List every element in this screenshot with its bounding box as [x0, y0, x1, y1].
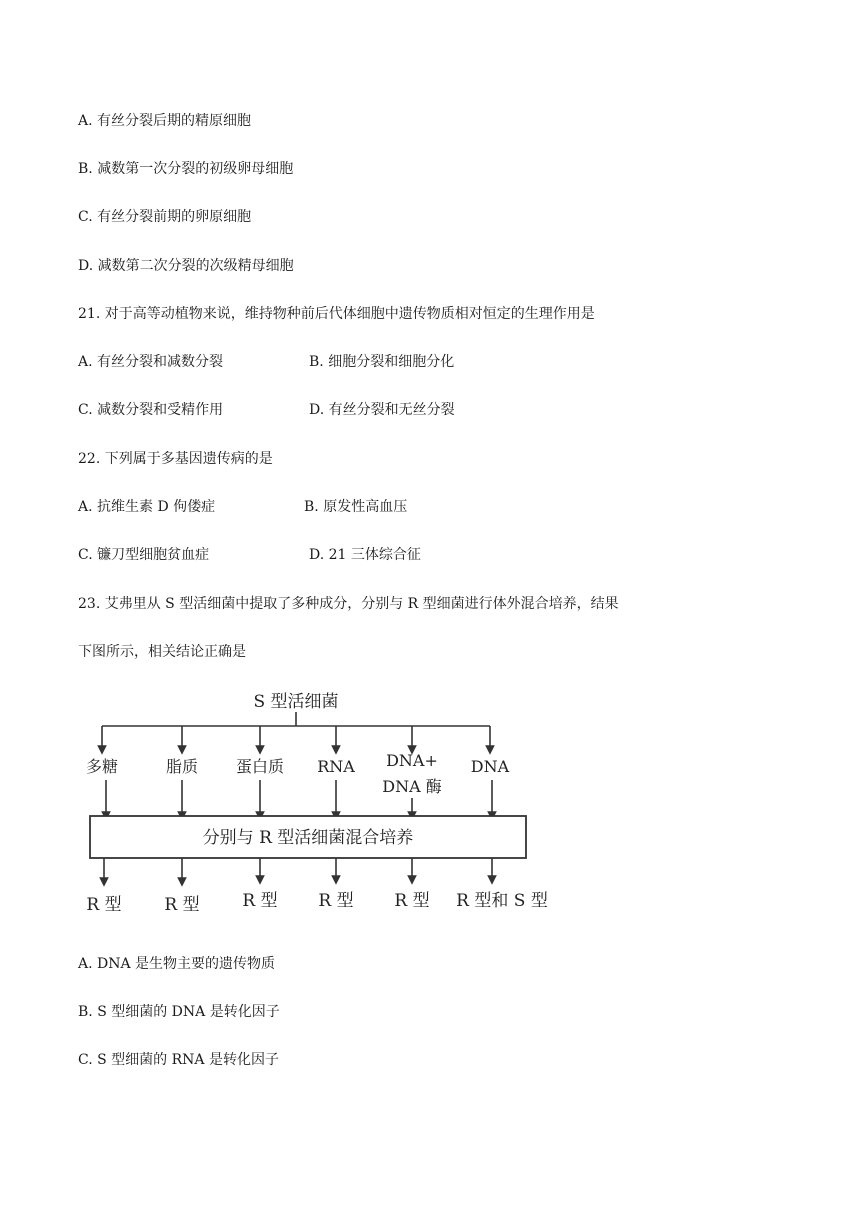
culture-box-label: 分别与 R 型活细菌混合培养 [202, 828, 414, 848]
component-dnase: DNA 酶 [382, 777, 442, 796]
q23-option-c: C. S 型细菌的 RNA 是转化因子 [78, 1052, 279, 1068]
diagram-top-label: S 型活细菌 [253, 692, 339, 712]
component-dna-plus: DNA+ [386, 751, 438, 770]
q21-option-b: B. 细胞分裂和细胞分化 [309, 354, 455, 370]
q21-option-c: C. 减数分裂和受精作用 [78, 402, 224, 418]
q23-option-a: A. DNA 是生物主要的遗传物质 [78, 956, 276, 972]
component-dna: DNA [470, 757, 510, 776]
q20-option-d: D. 减数第二次分裂的次级精母细胞 [78, 258, 294, 274]
q20-option-c: C. 有丝分裂前期的卵原细胞 [78, 209, 252, 225]
q22-option-a: A. 抗维生素 D 佝偻症 [78, 499, 216, 515]
q21-option-a: A. 有丝分裂和减数分裂 [78, 354, 224, 370]
result-3: R 型 [242, 891, 278, 911]
q20-option-b: B. 减数第一次分裂的初级卵母细胞 [78, 161, 294, 177]
q22-option-b: B. 原发性高血压 [304, 499, 408, 515]
component-protein: 蛋白质 [235, 757, 285, 776]
q22-stem: 22. 下列属于多基因遗传病的是 [78, 451, 273, 467]
component-polysaccharide: 多糖 [85, 757, 119, 776]
q23-option-b: B. S 型细菌的 DNA 是转化因子 [78, 1004, 280, 1020]
result-2: R 型 [164, 895, 200, 915]
result-6: R 型和 S 型 [456, 891, 548, 911]
result-5: R 型 [394, 891, 430, 911]
component-rna: RNA [317, 757, 355, 776]
result-1: R 型 [86, 895, 122, 915]
q23-stem-line1: 23. 艾弗里从 S 型活细菌中提取了多种成分，分别与 R 型细菌进行体外混合培养，结果 [78, 596, 619, 612]
diagram-down-arrows-top [102, 726, 490, 750]
component-lipid: 脂质 [165, 757, 199, 776]
q20-option-a: A. 有丝分裂后期的精原细胞 [78, 113, 252, 129]
diagram-down-arrows-bottom [104, 858, 492, 882]
q23-stem-line2: 下图所示，相关结论正确是 [78, 644, 246, 660]
q21-stem: 21. 对于高等动植物来说，维持物种前后代体细胞中遗传物质相对恒定的生理作用是 [78, 306, 595, 322]
avery-experiment-diagram [78, 680, 568, 920]
q21-option-d: D. 有丝分裂和无丝分裂 [309, 402, 455, 418]
q22-option-c: C. 镰刀型细胞贫血症 [78, 547, 210, 563]
result-4: R 型 [318, 891, 354, 911]
q22-option-d: D. 21 三体综合征 [309, 547, 421, 563]
